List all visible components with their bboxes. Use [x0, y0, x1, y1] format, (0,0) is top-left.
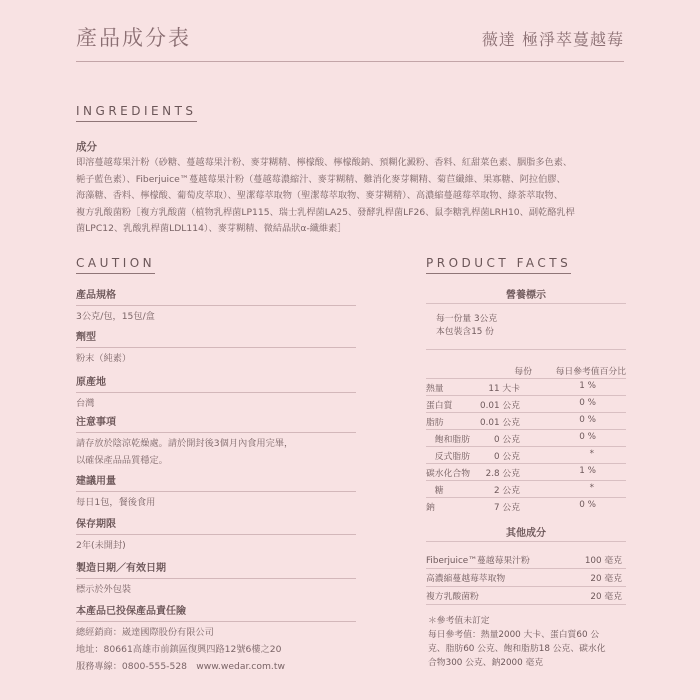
- caution-field: [76, 472, 356, 511]
- nutrient-daily-pct: 1 %: [579, 381, 596, 391]
- nutrition-divider: [426, 480, 626, 481]
- field-divider: [76, 432, 356, 433]
- nutrition-divider: [426, 412, 626, 413]
- field-label: 產品規格: [76, 290, 116, 301]
- ingredients-line: 海藻糖、香料、檸檬酸、葡萄皮萃取）、聖潔莓萃取物（聖潔莓萃取物、麥芽糊精）、高濃縮蔓越莓萃取物、綠茶萃取物、: [76, 190, 563, 201]
- field-value: 請存放於陰涼乾燥處。請於開封後3個月內食用完畢，: [76, 438, 294, 449]
- caution-field: [76, 373, 356, 412]
- nutrition-divider: [426, 586, 626, 587]
- field-value: 以確保產品品質穩定。: [76, 455, 168, 466]
- field-label: 劑型: [76, 332, 96, 343]
- ingredients-section: [76, 100, 197, 122]
- nutrition-row: [426, 466, 626, 481]
- caution-field: [76, 413, 356, 469]
- servings-per-pack: 本包裝含15 份: [436, 327, 494, 337]
- ingredient-name: Fiberjuice™蔓越莓果汁粉: [426, 556, 530, 566]
- footnote-line: ＊參考值未訂定: [428, 616, 490, 626]
- nutrient-daily-pct: 0 %: [579, 398, 596, 408]
- ingredient-name: 複方乳酸菌粉: [426, 592, 479, 602]
- product-facts-heading: PRODUCT FACTS: [426, 256, 571, 274]
- nutrition-divider: [426, 541, 626, 542]
- caution-field: [76, 328, 356, 367]
- field-label: 製造日期／有效日期: [76, 563, 166, 574]
- nutrition-row: [426, 432, 626, 447]
- col-daily-value: 每日參考值百分比: [555, 367, 626, 377]
- product-facts-section: [426, 252, 571, 274]
- field-label: 保存期限: [76, 519, 116, 530]
- ingredients-subhead: 成分: [76, 141, 97, 153]
- field-value: 粉末（純素）: [76, 353, 132, 364]
- nutrition-divider: [426, 349, 626, 350]
- nutrition-divider: [426, 568, 626, 569]
- field-label: 本產品已投保產品責任險: [76, 606, 186, 617]
- serving-size: 每一份量 3公克: [436, 314, 498, 324]
- nutrition-row: [426, 381, 626, 396]
- nutrition-row: [426, 483, 626, 498]
- ingredients-heading: INGREDIENTS: [76, 104, 197, 122]
- field-divider: [76, 392, 356, 393]
- field-divider: [76, 621, 356, 622]
- nutrition-header-row: [426, 364, 626, 379]
- nutrition-divider: [426, 395, 626, 396]
- nutrient-daily-pct: 0 %: [579, 432, 596, 442]
- ingredient-amount: 20 毫克: [590, 592, 622, 602]
- field-divider: [76, 534, 356, 535]
- col-per-serving: 每份: [514, 367, 532, 377]
- nutrient-name: 鈉: [426, 503, 435, 513]
- nutrient-name: 熱量: [426, 384, 444, 394]
- nutrition-row: [426, 415, 626, 430]
- nutrient-name: 飽和脂肪: [426, 435, 470, 445]
- field-label: 建議用量: [76, 476, 116, 487]
- nutrient-value: 7 公克: [494, 503, 520, 513]
- nutrition-footnote: [428, 614, 628, 670]
- ingredients-list: [76, 155, 636, 238]
- footnote-line: 克、脂肪60 公克、飽和脂肪18 公克、碳水化: [428, 644, 606, 654]
- nutrition-panel: [426, 286, 626, 516]
- field-divider: [76, 578, 356, 579]
- nutrient-name: 糖: [426, 486, 444, 496]
- caution-field: [76, 559, 356, 598]
- header-divider: [76, 61, 624, 62]
- nutrient-name: 蛋白質: [426, 401, 453, 411]
- nutrition-divider: [426, 497, 626, 498]
- nutrient-value: 0 公克: [494, 452, 520, 462]
- ingredient-amount: 100 毫克: [584, 556, 622, 566]
- field-value: 標示於外包裝: [76, 584, 132, 595]
- ingredients-line: 梔子藍色素）、Fiberjuice™蔓越莓果汁粉（蔓越莓濃縮汁、麥芽糊精、難消化麥芽糊精、菊苣纖維、果寡糖、阿拉伯膠、: [76, 173, 566, 185]
- field-divider: [76, 491, 356, 492]
- nutrient-value: 0.01 公克: [480, 401, 520, 411]
- caution-field: [76, 515, 356, 554]
- nutrient-daily-pct: *: [589, 449, 594, 459]
- caution-field: [76, 602, 356, 675]
- nutrition-divider: [426, 429, 626, 430]
- field-label: 原產地: [76, 377, 106, 388]
- field-value: 每日1包，餐後食用: [76, 497, 156, 508]
- nutrient-value: 11 大卡: [488, 384, 520, 394]
- nutrition-title: 營養標示: [506, 290, 546, 301]
- nutrient-daily-pct: 1 %: [579, 466, 596, 476]
- nutrient-daily-pct: 0 %: [579, 415, 596, 425]
- nutrition-row: [426, 398, 626, 413]
- nutrition-row: [426, 500, 626, 515]
- other-ingredients-panel: [426, 524, 626, 604]
- field-value: 服務專線：0800-555-528 www.wedar.com.tw: [76, 661, 285, 672]
- field-label: 注意事項: [76, 417, 116, 428]
- nutrition-row: [426, 449, 626, 464]
- nutrient-value: 2.8 公克: [485, 469, 520, 479]
- other-ingredients-title: 其他成分: [506, 528, 546, 539]
- nutrient-value: 0 公克: [494, 435, 520, 445]
- field-value: 2年(未開封): [76, 540, 126, 551]
- caution-field: [76, 286, 356, 325]
- footnote-line: 合物300 公克、鈉2000 毫克: [428, 658, 544, 668]
- brand-name: 薇達 極淨萃蔓越莓: [481, 30, 624, 49]
- nutrition-divider: [426, 463, 626, 464]
- field-divider: [76, 305, 356, 306]
- nutrient-daily-pct: *: [589, 483, 594, 493]
- footnote-line: 每日參考值：熱量2000 大卡、蛋白質60 公: [428, 630, 600, 640]
- nutrient-daily-pct: 0 %: [579, 500, 596, 510]
- field-value: 台灣: [76, 398, 95, 409]
- ingredients-line: 複方乳酸菌粉［複方乳酸菌（植物乳桿菌LP115、瑞士乳桿菌LA25、發酵乳桿菌LF26、鼠李糖乳桿菌LRH10、副乾酪乳桿: [76, 206, 575, 218]
- ingredient-name: 高濃縮蔓越莓萃取物: [426, 574, 506, 584]
- field-divider: [76, 347, 356, 348]
- ingredients-line: 即溶蔓越莓果汁粉（砂糖、蔓越莓果汁粉、麥芽糊精、檸檬酸、檸檬酸鈉、預糊化澱粉、香料、紅甜菜色素、胭脂多色素、: [76, 157, 573, 168]
- field-value: 地址：80661高雄市前鎮區復興四路12號6樓之20: [76, 644, 282, 655]
- field-value: 3公克/包，15包/盒: [76, 311, 155, 322]
- nutrient-value: 2 公克: [494, 486, 520, 496]
- nutrient-name: 脂肪: [426, 418, 444, 428]
- caution-section: [76, 252, 155, 274]
- nutrient-name: 反式脂肪: [426, 452, 470, 462]
- nutrition-divider: [426, 303, 626, 304]
- serving-info: [436, 313, 497, 339]
- nutrient-name: 碳水化合物: [426, 469, 470, 479]
- page-title: 產品成分表: [76, 26, 191, 50]
- field-value: 總經銷商：崴達國際股份有限公司: [76, 627, 214, 638]
- nutrient-value: 0.01 公克: [480, 418, 520, 428]
- ingredient-amount: 20 毫克: [590, 574, 622, 584]
- nutrition-divider: [426, 378, 626, 379]
- ingredients-line: 菌LPC12、乳酸乳桿菌LDL114）、麥芽糊精、微結晶狀α-纖維素］: [76, 223, 347, 234]
- nutrition-divider: [426, 446, 626, 447]
- nutrition-divider: [426, 604, 626, 605]
- caution-heading: CAUTION: [76, 256, 155, 274]
